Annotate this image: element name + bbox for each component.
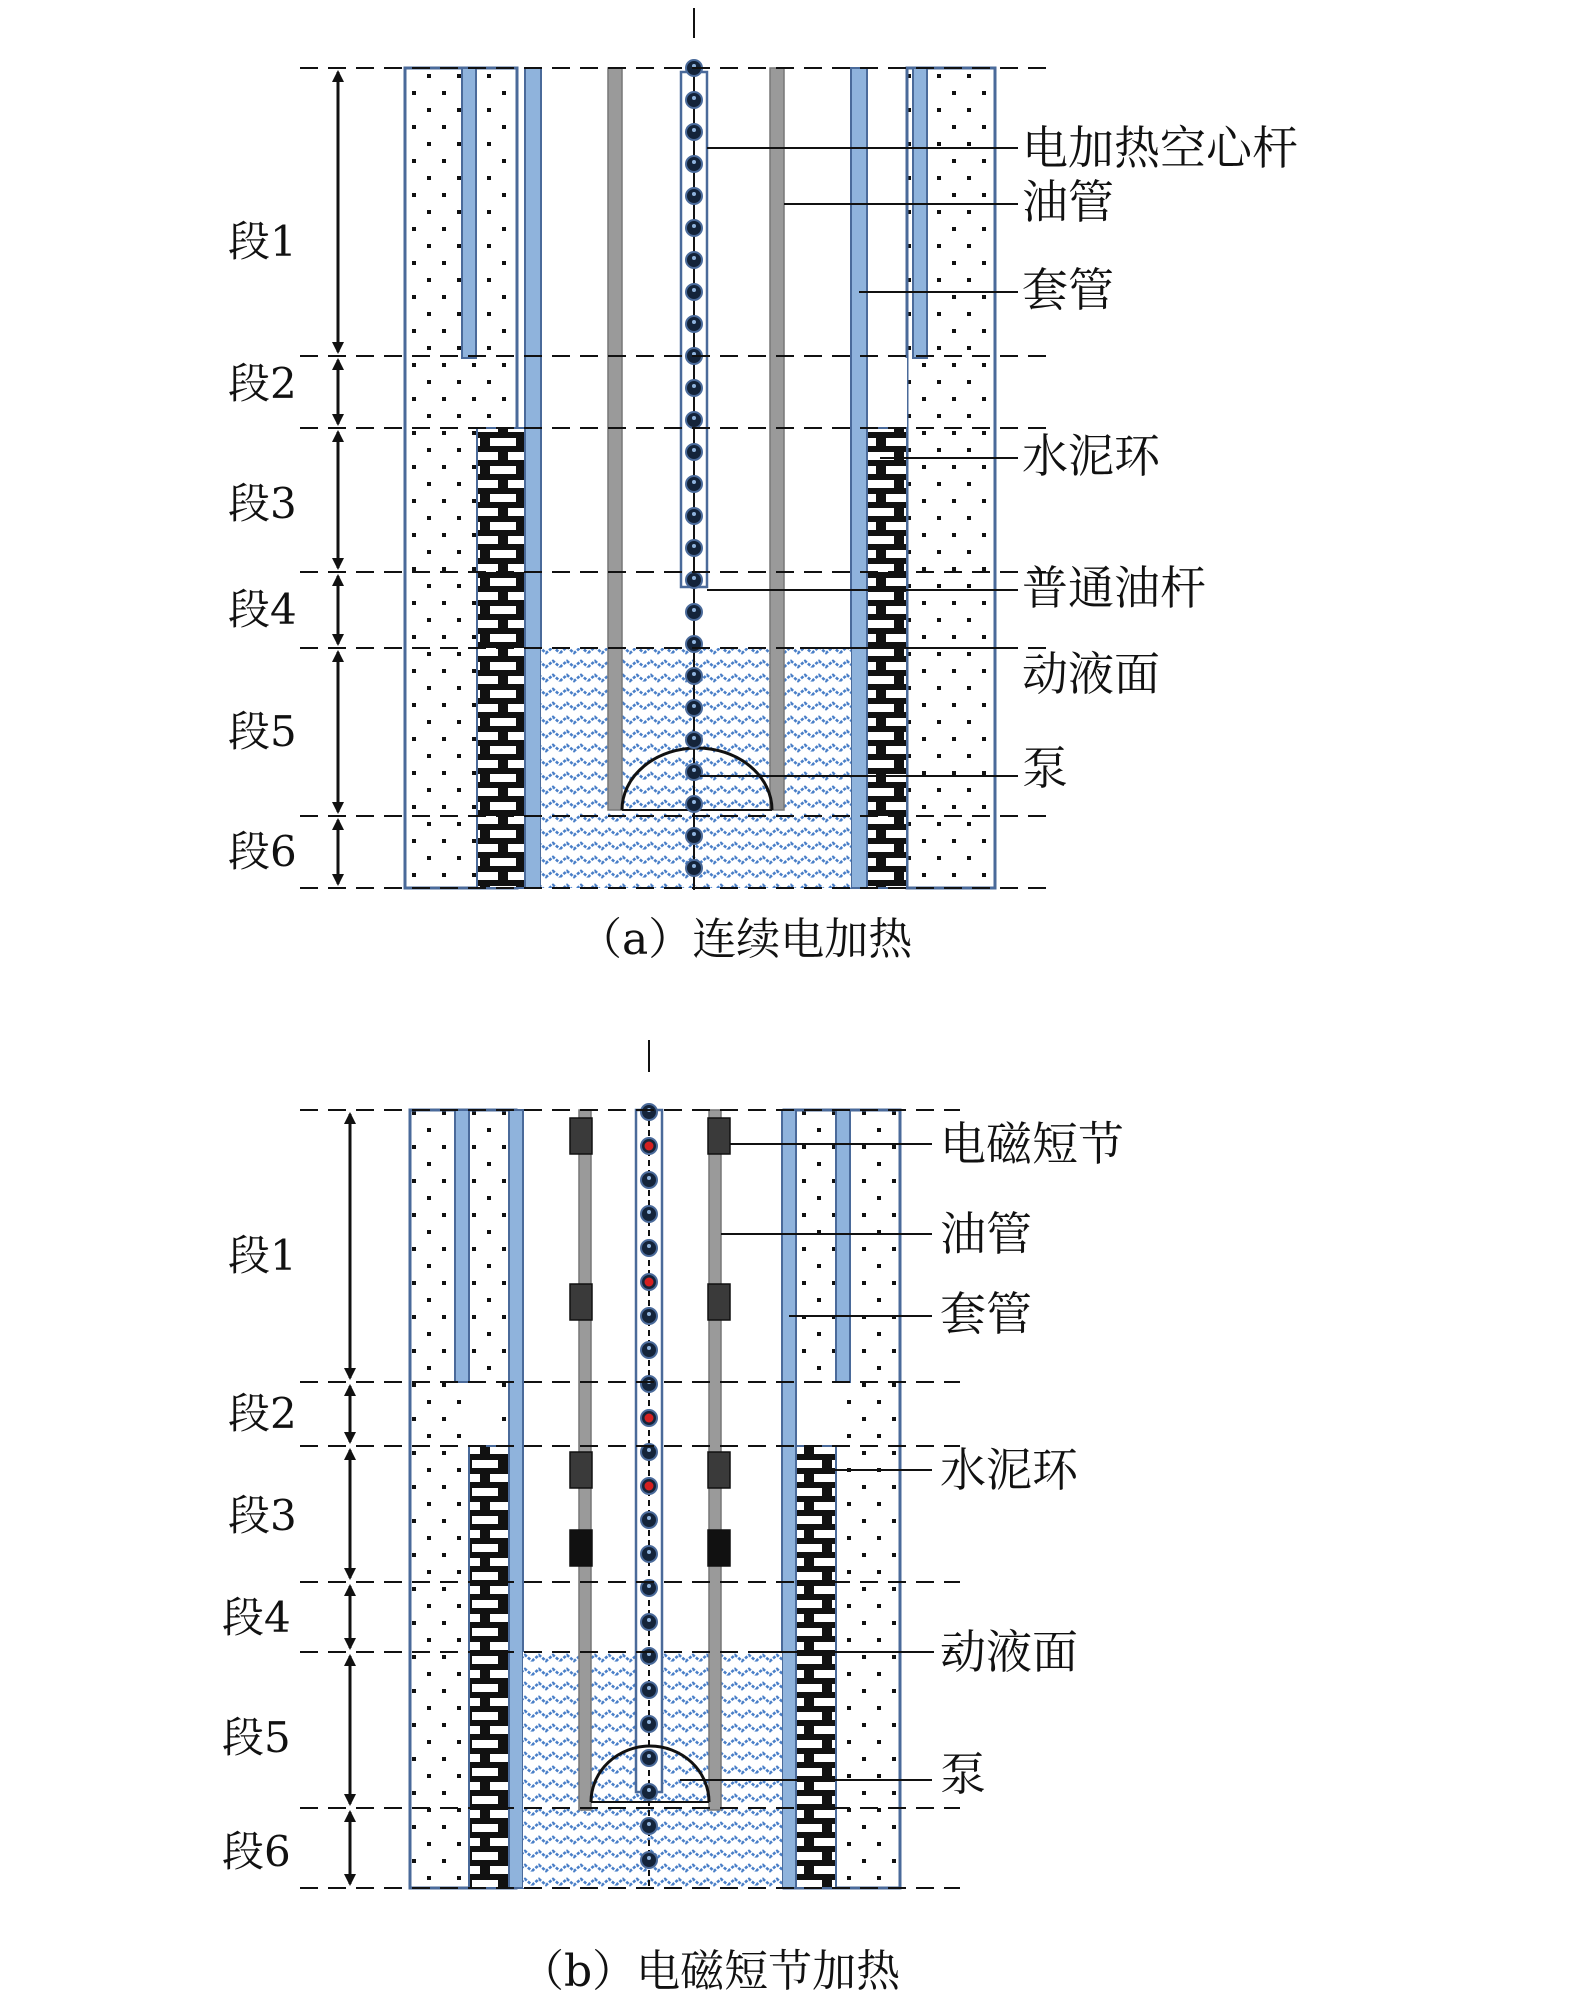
annulus-right-open <box>796 1382 836 1446</box>
bead-highlight <box>692 544 696 548</box>
segment-label: 段3 <box>228 1491 297 1540</box>
segment-label: 段6 <box>228 827 297 876</box>
bead-highlight <box>647 1346 651 1350</box>
bead-highlight <box>647 1856 651 1860</box>
surface-casing-left <box>455 1110 469 1382</box>
bead-highlight <box>647 1516 651 1520</box>
bead-highlight <box>692 96 696 100</box>
bead-highlight <box>692 192 696 196</box>
bead-highlight <box>647 1686 651 1690</box>
callout-casing: 套管 <box>940 1287 1032 1341</box>
segment-label: 段3 <box>228 479 297 528</box>
casing-left <box>525 68 541 888</box>
surface-casing-right <box>836 1110 850 1382</box>
callout-tubing: 油管 <box>940 1207 1032 1261</box>
bead-highlight <box>647 1754 651 1758</box>
callout-fluid-level: 动液面 <box>940 1625 1078 1679</box>
segment-label: 段1 <box>228 1231 297 1280</box>
segment-label: 段5 <box>228 707 297 756</box>
bead-highlight <box>647 1210 651 1214</box>
surface-casing-left <box>462 68 476 358</box>
bead-highlight <box>692 256 696 260</box>
casing-left <box>509 1110 523 1888</box>
bead-highlight <box>647 1312 651 1316</box>
bead-highlight <box>692 800 696 804</box>
callout-em-joint: 电磁短节 <box>940 1117 1124 1171</box>
casing-right <box>782 1110 796 1888</box>
callout-pump: 泵 <box>1022 741 1068 795</box>
segment-label: 段2 <box>228 359 297 408</box>
bead-highlight <box>692 832 696 836</box>
bead-highlight <box>692 608 696 612</box>
bead-highlight <box>692 288 696 292</box>
tubing-left <box>608 68 622 810</box>
heating-bead <box>645 1414 654 1423</box>
panel-a-caption: （a）连续电加热 <box>578 914 913 965</box>
bead-highlight <box>647 1618 651 1622</box>
callout-tubing: 油管 <box>1022 175 1114 229</box>
bead-highlight <box>692 672 696 676</box>
cement-ring-right <box>796 1446 836 1888</box>
bead-highlight <box>692 480 696 484</box>
cement-ring-right <box>867 428 907 888</box>
tubing-right <box>770 68 784 810</box>
bead-highlight <box>647 1822 651 1826</box>
panel-b-caption: （b）电磁短节加热 <box>520 1946 901 1997</box>
rod-beads <box>641 1104 657 1868</box>
segment-label: 段5 <box>222 1713 291 1762</box>
segment-label: 段4 <box>228 585 297 634</box>
bead-highlight <box>647 1550 651 1554</box>
surface-casing-right <box>913 68 927 358</box>
cement-ring-left <box>469 1446 509 1888</box>
bead-highlight <box>692 736 696 740</box>
bead-highlight <box>692 224 696 228</box>
bead-highlight <box>647 1720 651 1724</box>
callout-plain-rod: 普通油杆 <box>1022 561 1206 615</box>
heating-bead <box>645 1278 654 1287</box>
bead-highlight <box>692 416 696 420</box>
callout-fluid-level: 动液面 <box>1022 647 1160 701</box>
segment-label: 段2 <box>228 1389 297 1438</box>
bead-highlight <box>647 1584 651 1588</box>
callout-cement-ring: 水泥环 <box>1022 429 1160 483</box>
callout-hollow-rod: 电加热空心杆 <box>1022 121 1298 175</box>
bead-highlight <box>692 384 696 388</box>
bead-highlight <box>647 1788 651 1792</box>
callout-casing: 套管 <box>1022 263 1114 317</box>
panel-b-electromagnetic-heating <box>222 1040 1124 1997</box>
heating-bead <box>645 1142 654 1151</box>
callout-cement-ring: 水泥环 <box>940 1443 1078 1497</box>
segment-label: 段1 <box>228 217 297 266</box>
heating-bead <box>645 1482 654 1491</box>
cement-ring-left <box>477 428 525 888</box>
annulus-right-open <box>867 358 907 428</box>
bead-highlight <box>692 128 696 132</box>
callout-pump: 泵 <box>940 1747 986 1801</box>
segment-label: 段4 <box>222 1593 291 1642</box>
bead-highlight <box>692 320 696 324</box>
panel-a-continuous-heating <box>228 8 1298 965</box>
bead-highlight <box>692 864 696 868</box>
bead-highlight <box>692 640 696 644</box>
bead-highlight <box>647 1244 651 1248</box>
bead-highlight <box>692 576 696 580</box>
casing-right <box>851 68 867 888</box>
bead-highlight <box>647 1176 651 1180</box>
bead-highlight <box>692 160 696 164</box>
bead-highlight <box>692 512 696 516</box>
annulus-left-open <box>469 1382 502 1446</box>
bead-highlight <box>692 448 696 452</box>
segment-label: 段6 <box>222 1827 291 1876</box>
bead-highlight <box>692 768 696 772</box>
bead-highlight <box>692 704 696 708</box>
bead-highlight <box>647 1448 651 1452</box>
